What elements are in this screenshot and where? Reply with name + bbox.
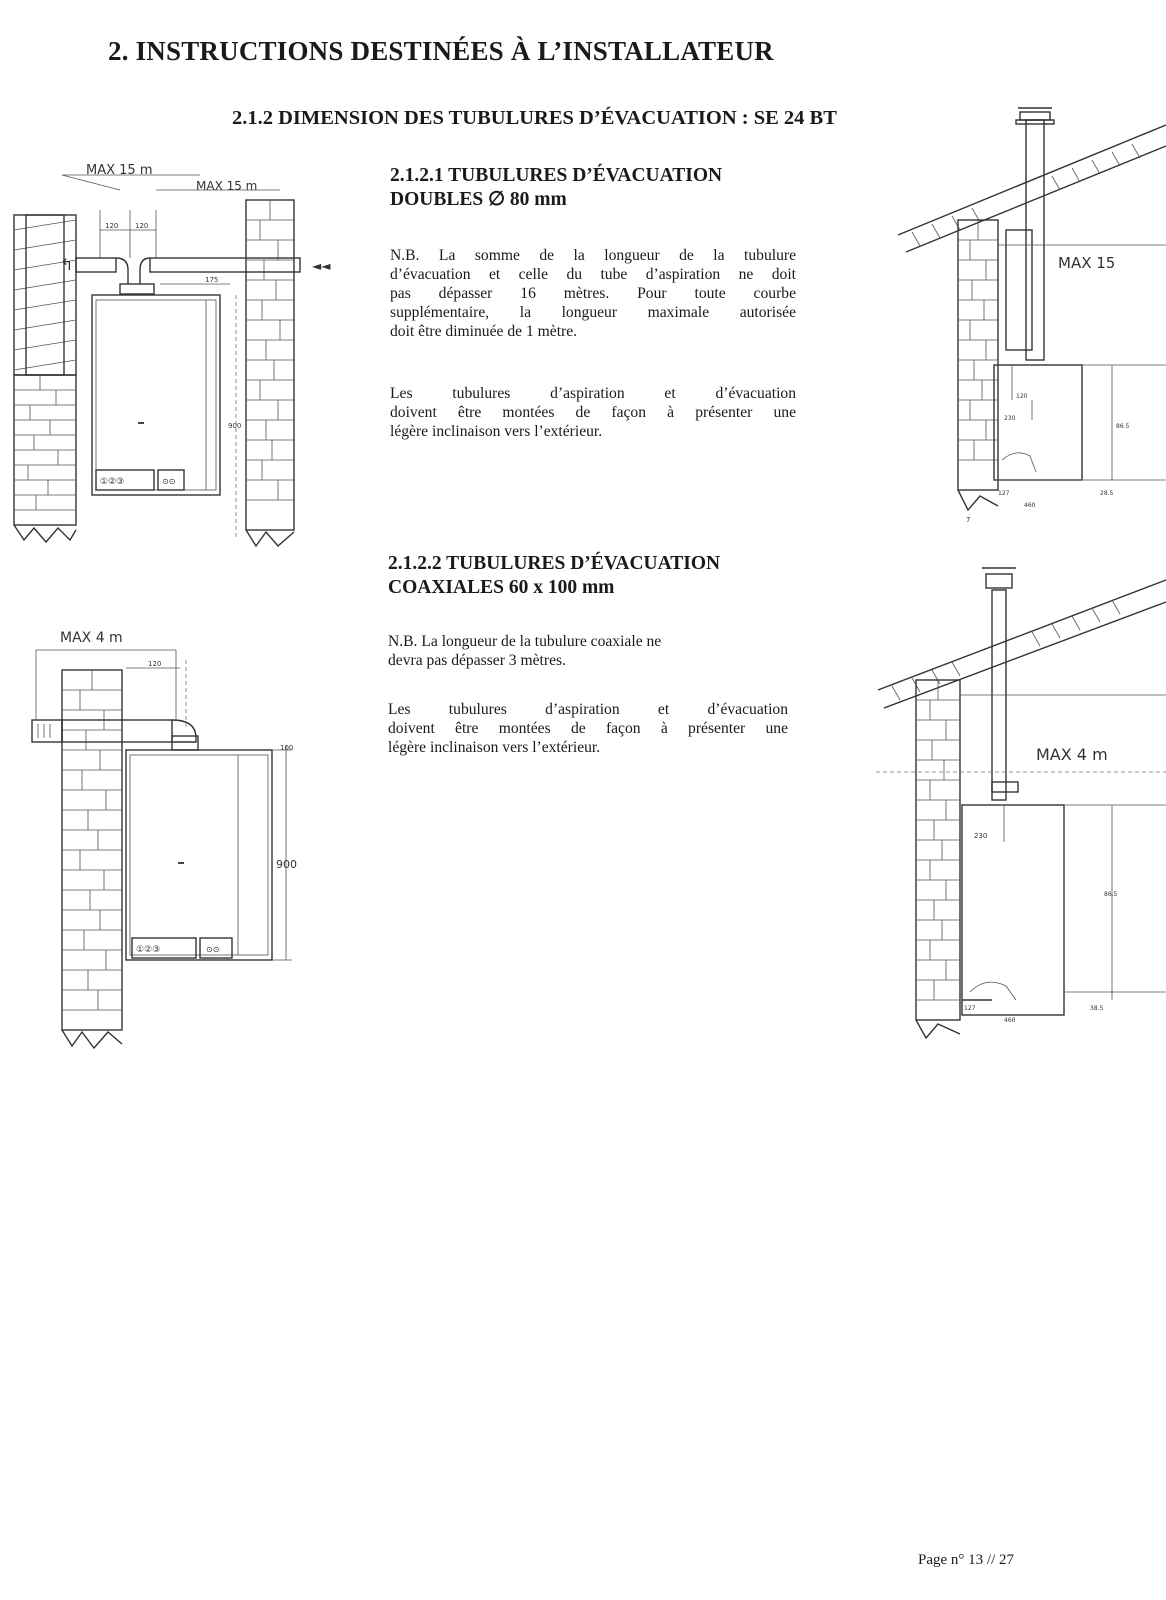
svg-text:⊙⊙: ⊙⊙ [206, 945, 220, 954]
dim-230: 230 [974, 832, 988, 840]
dim-7: 7 [966, 516, 971, 524]
dim-120: 120 [148, 660, 162, 668]
coaxial-flue-horizontal-diagram [0, 620, 340, 1060]
dim-230: 230 [1004, 415, 1016, 422]
max-15-label: MAX 15 [1058, 254, 1116, 272]
dim-100: 100 [280, 744, 294, 752]
section1-title-line: DOUBLES ∅ 80 mm [390, 189, 567, 210]
dim-86-5: 86.5 [1104, 891, 1118, 898]
dim-900: 900 [276, 858, 297, 871]
section1-title-line: 2.1.2.1 TUBULURES D’ÉVACUATION [390, 165, 723, 186]
dim-900: 900 [228, 422, 242, 430]
body-line: légère inclinaison vers l’extérieur. [388, 739, 601, 756]
note-line: supplémentaire, la longueur maximale autorisée [390, 304, 796, 321]
double-flue-horizontal-diagram [0, 150, 340, 550]
page-number: Page n° 13 // 27 [918, 1552, 1014, 1568]
note-line: pas dépasser 16 mètres. Pour toute courbe [390, 285, 796, 302]
dim-120-a: 120 [105, 222, 119, 230]
svg-text:↰: ↰ [60, 255, 74, 274]
dim-120-b: 120 [135, 222, 149, 230]
dim-28-5: 28.5 [1100, 490, 1114, 497]
dim-460: 460 [1024, 502, 1036, 509]
max-4m-label: MAX 4 m [60, 630, 123, 646]
section2-title [388, 552, 720, 600]
svg-text:⊙⊙: ⊙⊙ [162, 477, 176, 486]
dim-86-5: 86.5 [1116, 423, 1130, 430]
section-subheading: 2.1.2 DIMENSION DES TUBULURES D’ÉVACUATION : SE 24 BT [232, 107, 837, 129]
dim-120: 120 [1016, 393, 1028, 400]
section1-title [390, 164, 722, 212]
svg-text:①②③: ①②③ [136, 945, 161, 955]
note-line: devra pas dépasser 3 mètres. [388, 652, 566, 669]
dim-175: 175 [205, 276, 219, 284]
svg-text:◄◄: ◄◄ [312, 259, 331, 273]
dim-127: 127 [964, 1005, 976, 1012]
dim-127: 127 [998, 490, 1010, 497]
dim-460: 460 [1004, 1017, 1016, 1024]
double-flue-vertical-diagram [876, 100, 1166, 530]
section2-title-line: COAXIALES 60 x 100 mm [388, 577, 615, 598]
max-4m-label: MAX 4 m [1036, 745, 1108, 764]
note-line: doit être diminuée de 1 mètre. [390, 323, 578, 340]
body-line: doivent être montées de façon à présenter une [388, 720, 788, 737]
max-15m-label-b: MAX 15 m [196, 179, 258, 193]
section2-body [388, 700, 788, 757]
page-heading: 2. INSTRUCTIONS DESTINÉES À L’INSTALLATEUR [108, 36, 774, 66]
section1-note [390, 246, 796, 341]
section2-title-line: 2.1.2.2 TUBULURES D’ÉVACUATION [388, 553, 721, 574]
body-line: Les tubulures d’aspiration et d’évacuation [388, 701, 788, 718]
note-line: N.B. La somme de la longueur de la tubulure [390, 247, 796, 264]
note-line: N.B. La longueur de la tubulure coaxiale ne [388, 633, 662, 650]
dim-38-5: 38.5 [1090, 1005, 1104, 1012]
body-line: légère inclinaison vers l’extérieur. [390, 423, 603, 440]
note-line: d’évacuation et celle du tube d’aspiration ne doit [390, 266, 796, 283]
section2-note [388, 632, 788, 670]
section1-body [390, 384, 796, 441]
svg-text:①②③: ①②③ [100, 477, 125, 487]
body-line: Les tubulures d’aspiration et d’évacuation [390, 385, 796, 402]
max-15m-label-a: MAX 15 m [86, 163, 153, 178]
body-line: doivent être montées de façon à présenter une [390, 404, 796, 421]
coaxial-flue-vertical-diagram [876, 560, 1166, 1050]
